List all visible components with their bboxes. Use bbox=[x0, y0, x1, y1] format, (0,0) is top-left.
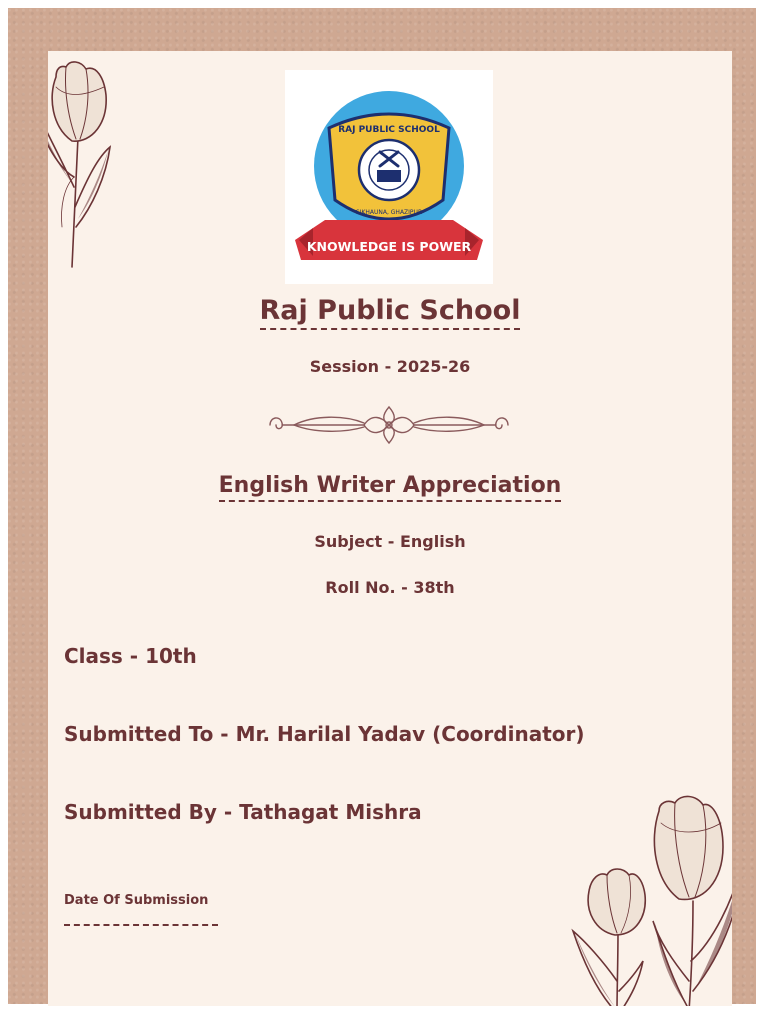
school-name: Raj Public School bbox=[260, 295, 521, 330]
submitted-to-text: Submitted To - Mr. Harilal Yadav (Coordinator) bbox=[64, 722, 585, 746]
tulip-icon bbox=[48, 57, 126, 277]
roll-number-text: Roll No. - 38th bbox=[325, 578, 455, 597]
date-of-submission-label: Date Of Submission bbox=[64, 893, 209, 908]
page-frame bbox=[8, 8, 756, 1004]
submitted-by-text: Submitted By - Tathagat Mishra bbox=[64, 800, 422, 824]
project-title-heading bbox=[48, 473, 732, 502]
subject-text: Subject - English bbox=[314, 532, 466, 551]
school-logo-crest-icon bbox=[285, 70, 493, 284]
cover-page bbox=[48, 51, 732, 1006]
class-text: Class - 10th bbox=[64, 644, 197, 668]
logo-school-text: RAJ PUBLIC SCHOOL bbox=[338, 125, 440, 135]
logo-location-text: SIKHAUNA, GHAZIPUR bbox=[355, 209, 423, 216]
school-logo bbox=[285, 70, 493, 284]
logo-motto-text: KNOWLEDGE IS POWER bbox=[306, 239, 472, 254]
session-text: Session - 2025-26 bbox=[309, 357, 471, 376]
school-name-heading bbox=[48, 295, 732, 330]
ornamental-divider-icon bbox=[264, 401, 514, 449]
date-blank-line bbox=[64, 924, 218, 926]
project-title: English Writer Appreciation bbox=[219, 473, 562, 502]
tulip-bouquet-icon bbox=[563, 791, 732, 1006]
